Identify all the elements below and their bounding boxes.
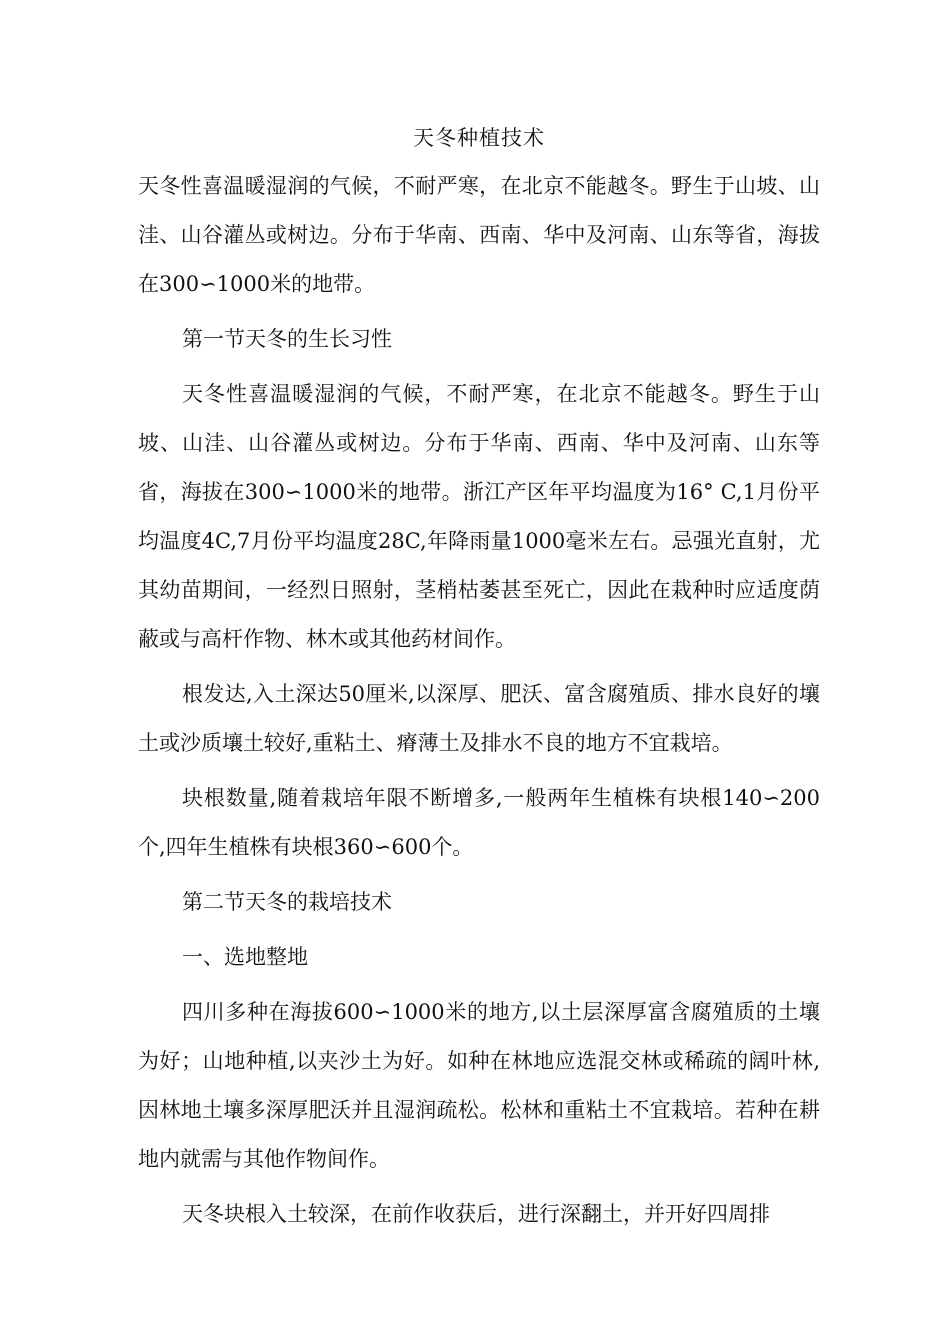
section-1-paragraph-3: 块根数量,随着栽培年限不断增多,一般两年生植株有块根140∽200个,四年生植株有块根360∽600个。 xyxy=(138,786,820,859)
document-page xyxy=(138,118,820,1245)
section-2-heading: 第二节天冬的栽培技术 xyxy=(182,890,392,914)
section-1-paragraph-2: 根发达,入土深达50厘米,以深厚、肥沃、富含腐殖质、排水良好的壤土或沙质壤土较好,重粘土、瘠薄土及排水不良的地方不宜栽培。 xyxy=(138,682,820,755)
section-2-subheading: 一、选地整地 xyxy=(182,945,308,969)
section-1-heading: 第一节天冬的生长习性 xyxy=(182,327,392,351)
section-2-paragraph-1: 四川多种在海拔600∽1000米的地方,以土层深厚富含腐殖质的土壤为好；山地种植,以夹沙土为好。如种在林地应选混交林或稀疏的阔叶林,因林地土壤多深厚肥沃并且湿润疏松。松林和重粘土不宜栽培。若种在耕地内就需与其他作物间作。 xyxy=(138,1000,820,1171)
section-2-paragraph-2: 天冬块根入土较深，在前作收获后，进行深翻土，并开好四周排 xyxy=(182,1202,770,1226)
section-1-paragraph-1: 天冬性喜温暖湿润的气候，不耐严寒，在北京不能越冬。野生于山坡、山洼、山谷灌丛或树边。分布于华南、西南、华中及河南、山东等省，海拔在300∽1000米的地带。浙江产区年平均温度为16° C,1月份平均温度4C,7月份平均温度28C,年降雨量1000毫米左右。忌强光直射，尤其幼苗期间，一经烈日照射，茎梢枯萎甚至死亡，因此在栽种时应适度荫蔽或与高杆作物、林木或其他药材间作。 xyxy=(138,382,820,651)
intro-paragraph: 天冬性喜温暖湿润的气候，不耐严寒，在北京不能越冬。野生于山坡、山洼、山谷灌丛或树边。分布于华南、西南、华中及河南、山东等省，海拔在300∽1000米的地带。 xyxy=(138,174,820,296)
document-title: 天冬种植技术 xyxy=(413,126,545,150)
